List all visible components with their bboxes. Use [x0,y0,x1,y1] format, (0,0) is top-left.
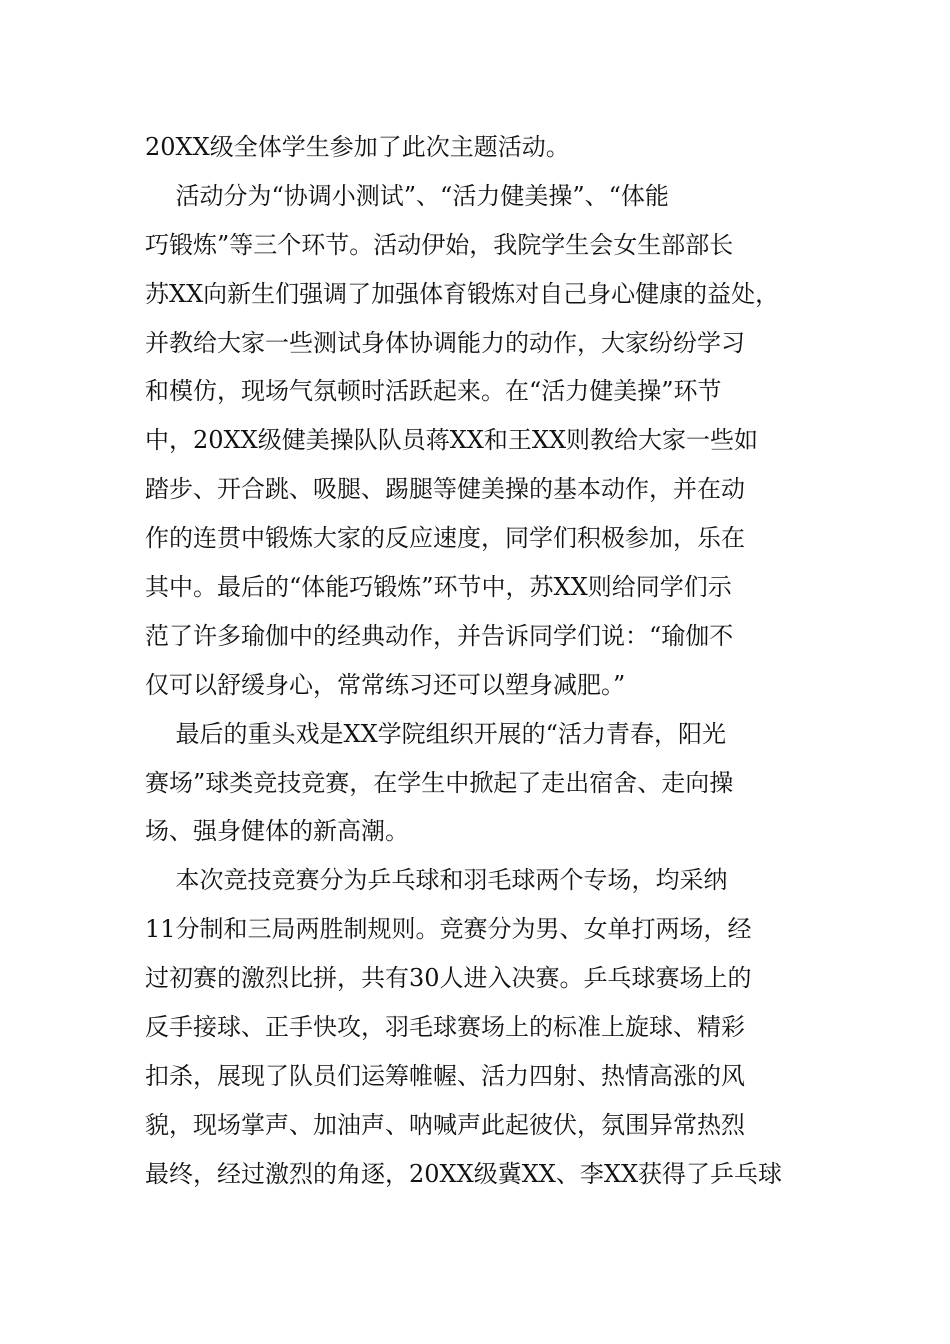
text-line: 并教给大家一些测试身体协调能力的动作，大家纷纷学习 [145,328,745,357]
text-line: 11分制和三局两胜制规则。竞赛分为男、女单打两场，经 [145,915,752,944]
text-line: 活动分为“协调小测试”、“活力健美操”、“体能 [145,181,669,210]
text-line: 场、强身健体的新高潮。 [145,817,409,846]
text-line: 20XX级全体学生参加了此次主题活动。 [145,133,570,161]
text-line: 过初赛的激烈比拼，共有30人进入决赛。乒乓球赛场上的 [145,964,752,993]
text-line: 作的连贯中锻炼大家的反应速度，同学们积极参加，乐在 [145,524,745,553]
text-line: 反手接球、正手快攻，羽毛球赛场上的标准上旋球、精彩 [145,1013,745,1042]
text-line: 巧锻炼”等三个环节。活动伊始，我院学生会女生部部长 [145,230,734,259]
text-line: 踏步、开合跳、吸腿、踢腿等健美操的基本动作，并在动 [145,475,745,504]
text-line: 最后的重头戏是XX学院组织开展的“活力青春，阳光 [145,719,726,748]
text-line: 最终，经过激烈的角逐，20XX级冀XX、李XX获得了乒乓球 [145,1159,783,1188]
text-line: 貌，现场掌声、加油声、呐喊声此起彼伏，氛围异常热烈 [145,1110,745,1139]
text-line: 苏XX向新生们强调了加强体育锻炼对自己身心健康的益处， [145,279,780,308]
text-line: 扣杀，展现了队员们运筹帷幄、活力四射、热情高涨的风 [145,1061,745,1090]
text-line: 其中。最后的“体能巧锻炼”环节中，苏XX则给同学们示 [145,573,732,602]
text-line: 本次竞技竞赛分为乒乓球和羽毛球两个专场，均采纳 [145,866,728,895]
document-body [145,123,825,1199]
text-line: 和模仿，现场气氛顿时活跃起来。在“活力健美操”环节 [145,377,722,406]
text-line: 仅可以舒缓身心，常常练习还可以塑身减肥。” [145,670,626,699]
text-line: 范了许多瑜伽中的经典动作，并告诉同学们说：“瑜伽不 [145,621,734,650]
text-line: 赛场”球类竞技竞赛，在学生中掀起了走出宿舍、走向操 [145,768,734,797]
text-line: 中，20XX级健美操队队员蒋XX和王XX则教给大家一些如 [145,426,759,455]
